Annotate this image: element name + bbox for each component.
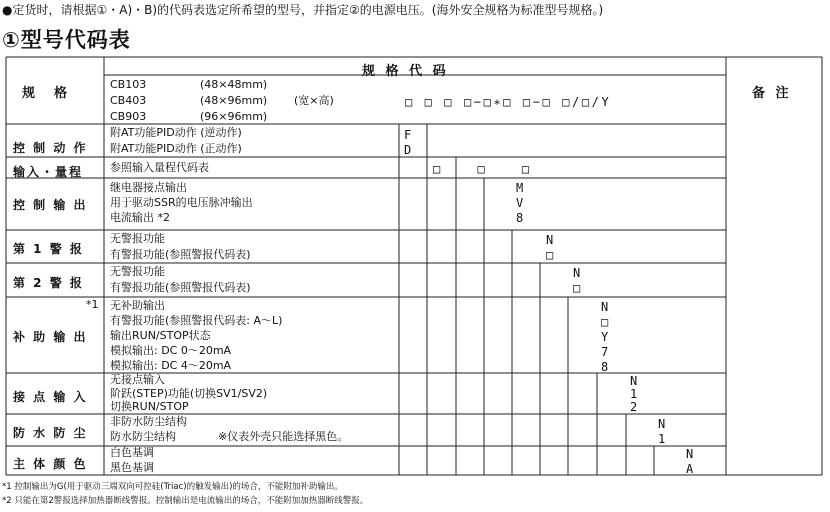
row-codes-contact-input: N 1 2 bbox=[630, 374, 638, 414]
row-desc-line: 切换RUN/STOP bbox=[110, 400, 189, 413]
row-codes-control-action: F D bbox=[404, 128, 412, 157]
remarks-header-label: 备 注 bbox=[752, 86, 792, 101]
row-desc-line: 无接点输入 bbox=[110, 373, 165, 386]
row-desc-line: 无警报功能 bbox=[110, 265, 165, 278]
code-header-label: 规 格 代 码 bbox=[362, 64, 449, 79]
row-codes-alarm-1: N □ bbox=[546, 233, 554, 262]
row-label-alarm-1: 第 1 警 报 bbox=[13, 242, 84, 256]
row-label-input-range: 输入・量程 bbox=[13, 165, 84, 179]
row-desc-line: 无警报功能 bbox=[110, 232, 165, 245]
row-codes-aux-output: N □ Y 7 8 bbox=[601, 300, 609, 374]
row-desc-line: 无补助输出 bbox=[110, 299, 165, 312]
row-desc-line: 模拟输出: DC 0～20mA bbox=[110, 344, 232, 357]
row-desc-line: 电流输出 *2 bbox=[110, 211, 170, 224]
model-cb103-size: (48×48mm) bbox=[200, 78, 268, 91]
model-cb903: CB903 bbox=[110, 110, 147, 123]
size-note: (宽×高) bbox=[294, 94, 334, 107]
waterproof-extra-note: ※仪表外壳只能选择黑色。 bbox=[218, 430, 349, 443]
row-label-aux-output: 补 助 输 出 bbox=[13, 330, 88, 344]
model-cb103: CB103 bbox=[110, 78, 147, 91]
row-codes-waterproof: N 1 bbox=[658, 417, 666, 446]
row-label-body-color: 主 体 颜 色 bbox=[13, 457, 88, 471]
intro-text: ●定货时，请根据①・A)・B)的代码表选定所希望的型号，并指定②的电源电压。(海外安全规格为标准型号规格。) bbox=[2, 3, 604, 17]
row-label-control-output: 控 制 输 出 bbox=[13, 198, 88, 212]
row-desc-line: 有警报功能(参照警报代码表) bbox=[110, 281, 251, 294]
row-desc-line: 附AT功能PID动作 (正动作) bbox=[110, 142, 242, 155]
row-label-alarm-2: 第 2 警 报 bbox=[13, 276, 84, 290]
row-desc-line: 有警报功能(参照警报代码表) bbox=[110, 248, 251, 261]
row-desc-line: 继电器接点输出 bbox=[110, 181, 187, 194]
spec-header-label: 规 格 bbox=[22, 86, 71, 101]
model-cb403-size: (48×96mm) bbox=[200, 94, 268, 107]
row-desc-line: 白色基调 bbox=[110, 446, 154, 459]
row-desc-line: 用于驱动SSR的电压脉冲输出 bbox=[110, 196, 253, 209]
row-codes-input-range: □ □ □ bbox=[433, 162, 545, 176]
row-label-waterproof: 防 水 防 尘 bbox=[13, 426, 88, 440]
row-codes-alarm-2: N □ bbox=[573, 266, 581, 295]
row-desc-line: 防水防尘结构 bbox=[110, 430, 176, 443]
row-label-control-action: 控 制 动 作 bbox=[13, 141, 88, 155]
section-title: ①型号代码表 bbox=[2, 28, 131, 52]
row-desc-line: 黑色基调 bbox=[110, 461, 154, 474]
row-desc-line: 有警报功能(参照警报代码表: A～L) bbox=[110, 314, 283, 327]
code-pattern: □ □ □ □−□∗□ □−□ □/□/Y bbox=[405, 95, 612, 109]
row-codes-body-color: N A bbox=[686, 447, 694, 476]
footnote-2: *2 只能在第2警报选择加热器断线警报。控制输出是电流输出的场合，不能附加加热器断线警报。 bbox=[2, 496, 369, 506]
row-desc-line: 输出RUN/STOP状态 bbox=[110, 329, 211, 342]
footnote-1: *1 控制输出为G(用于驱动三端双向可控硅(Triac)的触发输出)的场合，不能附加补助输出。 bbox=[2, 482, 343, 492]
row-desc-line: 模拟输出: DC 4～20mA bbox=[110, 359, 232, 372]
row-desc-line: 非防水防尘结构 bbox=[110, 415, 187, 428]
row-label-contact-input: 接 点 输 入 bbox=[13, 390, 88, 404]
row-desc-line: 参照输入量程代码表 bbox=[110, 161, 209, 174]
model-cb903-size: (96×96mm) bbox=[200, 110, 268, 123]
row-note-aux: *1 bbox=[86, 298, 99, 311]
row-desc-line: 阶跃(STEP)功能(切换SV1/SV2) bbox=[110, 387, 268, 400]
row-desc-line: 附AT功能PID动作 (逆动作) bbox=[110, 126, 242, 139]
row-codes-control-output: M V 8 bbox=[516, 181, 524, 225]
model-cb403: CB403 bbox=[110, 94, 147, 107]
